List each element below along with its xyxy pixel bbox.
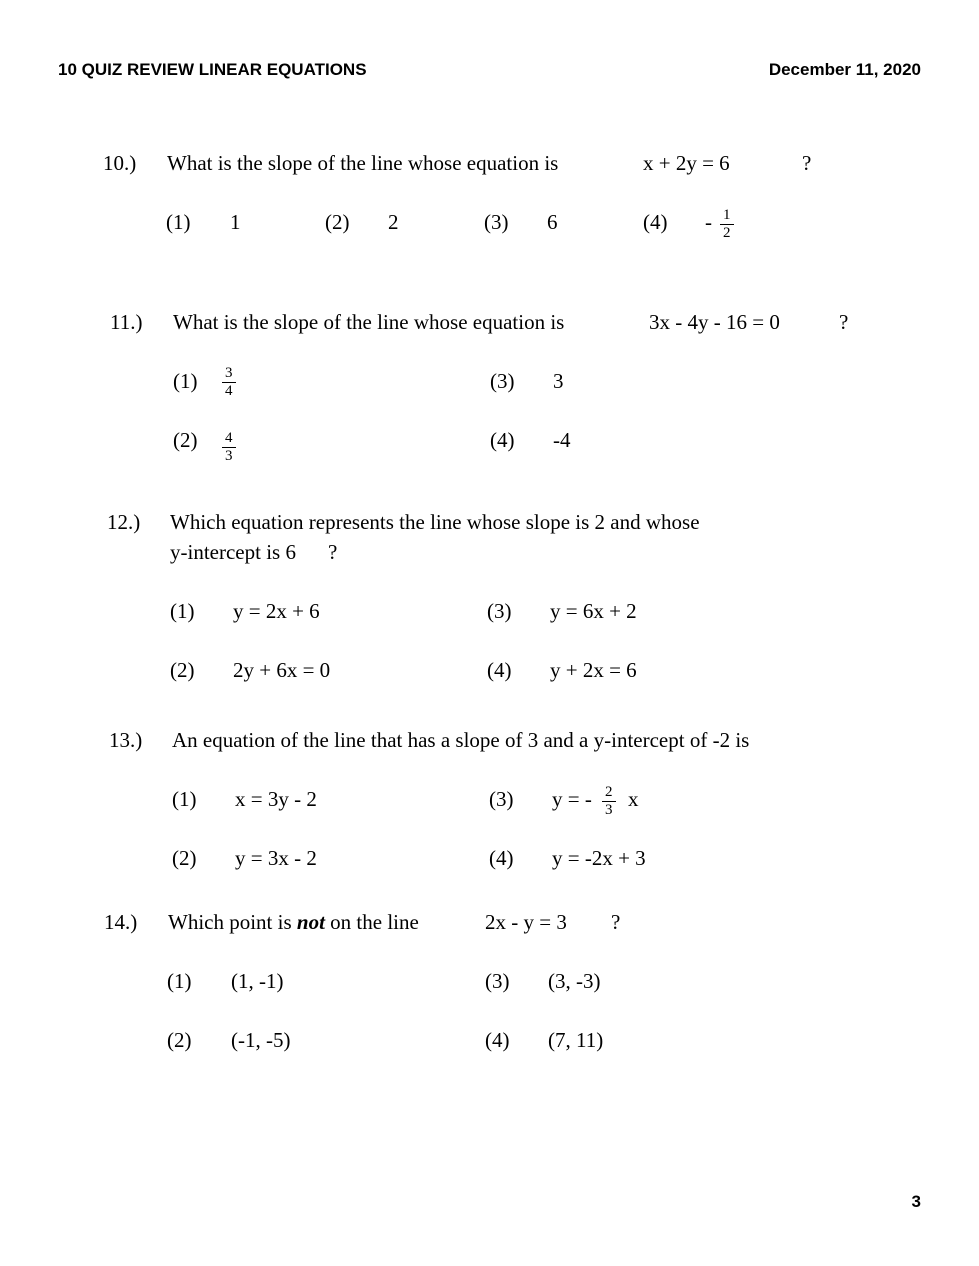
choice-label: (4): [490, 428, 515, 452]
fraction: [222, 430, 236, 465]
choice-value: y = 6x + 2: [550, 599, 637, 623]
fraction-numerator: 4: [222, 430, 236, 448]
fraction: [222, 365, 236, 400]
choice-value: (-1, -5): [231, 1028, 291, 1052]
question-mark: ?: [802, 151, 812, 175]
choice-value: 6: [547, 210, 558, 234]
prompt-text: on the line: [330, 910, 419, 934]
document-date: December 11, 2020: [768, 60, 921, 79]
question-prompt-continued: y-intercept is 6: [170, 540, 296, 564]
fraction-denominator: 2: [723, 225, 731, 241]
question-equation: 2x - y = 3: [485, 910, 567, 934]
choice-prefix: y = -: [552, 787, 592, 811]
question-number: 13.): [109, 728, 143, 752]
choice-suffix: x: [628, 787, 639, 811]
choice-label: (1): [172, 787, 197, 811]
choice-value: y + 2x = 6: [550, 658, 637, 682]
choice-prefix: -: [705, 210, 712, 234]
fraction: [602, 784, 616, 819]
choice-label: (4): [487, 658, 512, 682]
question-prompt: An equation of the line that has a slope of 3 and a y-intercept of -2 is: [172, 728, 750, 752]
choice-label: (1): [167, 969, 192, 993]
choice-label: (4): [485, 1028, 510, 1052]
choice-label: (2): [325, 210, 350, 234]
choice-label: (3): [490, 369, 515, 393]
choice-label: (1): [173, 369, 198, 393]
choice-value: (3, -3): [548, 969, 601, 993]
question-equation: x + 2y = 6: [643, 151, 730, 175]
question-number: 10.): [103, 151, 137, 175]
question-prompt: [168, 909, 419, 935]
prompt-emphasis: not: [296, 910, 325, 934]
choice-label: (3): [487, 599, 512, 623]
choice-value: x = 3y - 2: [235, 787, 317, 811]
choice-value: -4: [553, 428, 571, 452]
choice-value: 1: [230, 210, 241, 234]
choice-value: 2: [388, 210, 399, 234]
fraction-denominator: 3: [605, 802, 613, 818]
fraction-numerator: 3: [222, 365, 236, 383]
document-title: 10 QUIZ REVIEW LINEAR EQUATIONS: [58, 60, 367, 79]
choice-label: (2): [167, 1028, 192, 1052]
prompt-text: Which point is: [168, 910, 292, 934]
fraction-numerator: 1: [720, 207, 734, 225]
choice-label: (3): [485, 969, 510, 993]
question-number: 12.): [107, 510, 141, 534]
choice-label: (4): [643, 210, 668, 234]
choice-label: (4): [489, 846, 514, 870]
question-mark: ?: [839, 310, 849, 334]
fraction-denominator: 4: [225, 383, 233, 399]
question-equation: 3x - 4y - 16 = 0: [649, 310, 780, 334]
choice-value: y = -2x + 3: [552, 846, 646, 870]
choice-label: (3): [489, 787, 514, 811]
question-prompt: What is the slope of the line whose equation is: [173, 310, 565, 334]
choice-value: 3: [553, 369, 564, 393]
fraction: [720, 207, 734, 242]
question-mark: ?: [611, 910, 621, 934]
choice-value: y = 3x - 2: [235, 846, 317, 870]
choice-label: (2): [170, 658, 195, 682]
choice-value: y = 2x + 6: [233, 599, 320, 623]
page-number: 3: [911, 1192, 921, 1211]
fraction-denominator: 3: [225, 448, 233, 464]
choice-value: 2y + 6x = 0: [233, 658, 331, 682]
question-number: 11.): [110, 310, 143, 334]
question-prompt: What is the slope of the line whose equation is: [167, 151, 559, 175]
choice-value: (7, 11): [548, 1028, 604, 1052]
choice-label: (1): [166, 210, 191, 234]
fraction-numerator: 2: [602, 784, 616, 802]
question-prompt: Which equation represents the line whose slope is 2 and whose: [170, 510, 700, 534]
choice-label: (2): [172, 846, 197, 870]
choice-label: (1): [170, 599, 195, 623]
choice-label: (3): [484, 210, 509, 234]
question-number: 14.): [104, 910, 138, 934]
choice-value: (1, -1): [231, 969, 284, 993]
choice-label: (2): [173, 428, 198, 452]
question-mark: ?: [328, 540, 338, 564]
